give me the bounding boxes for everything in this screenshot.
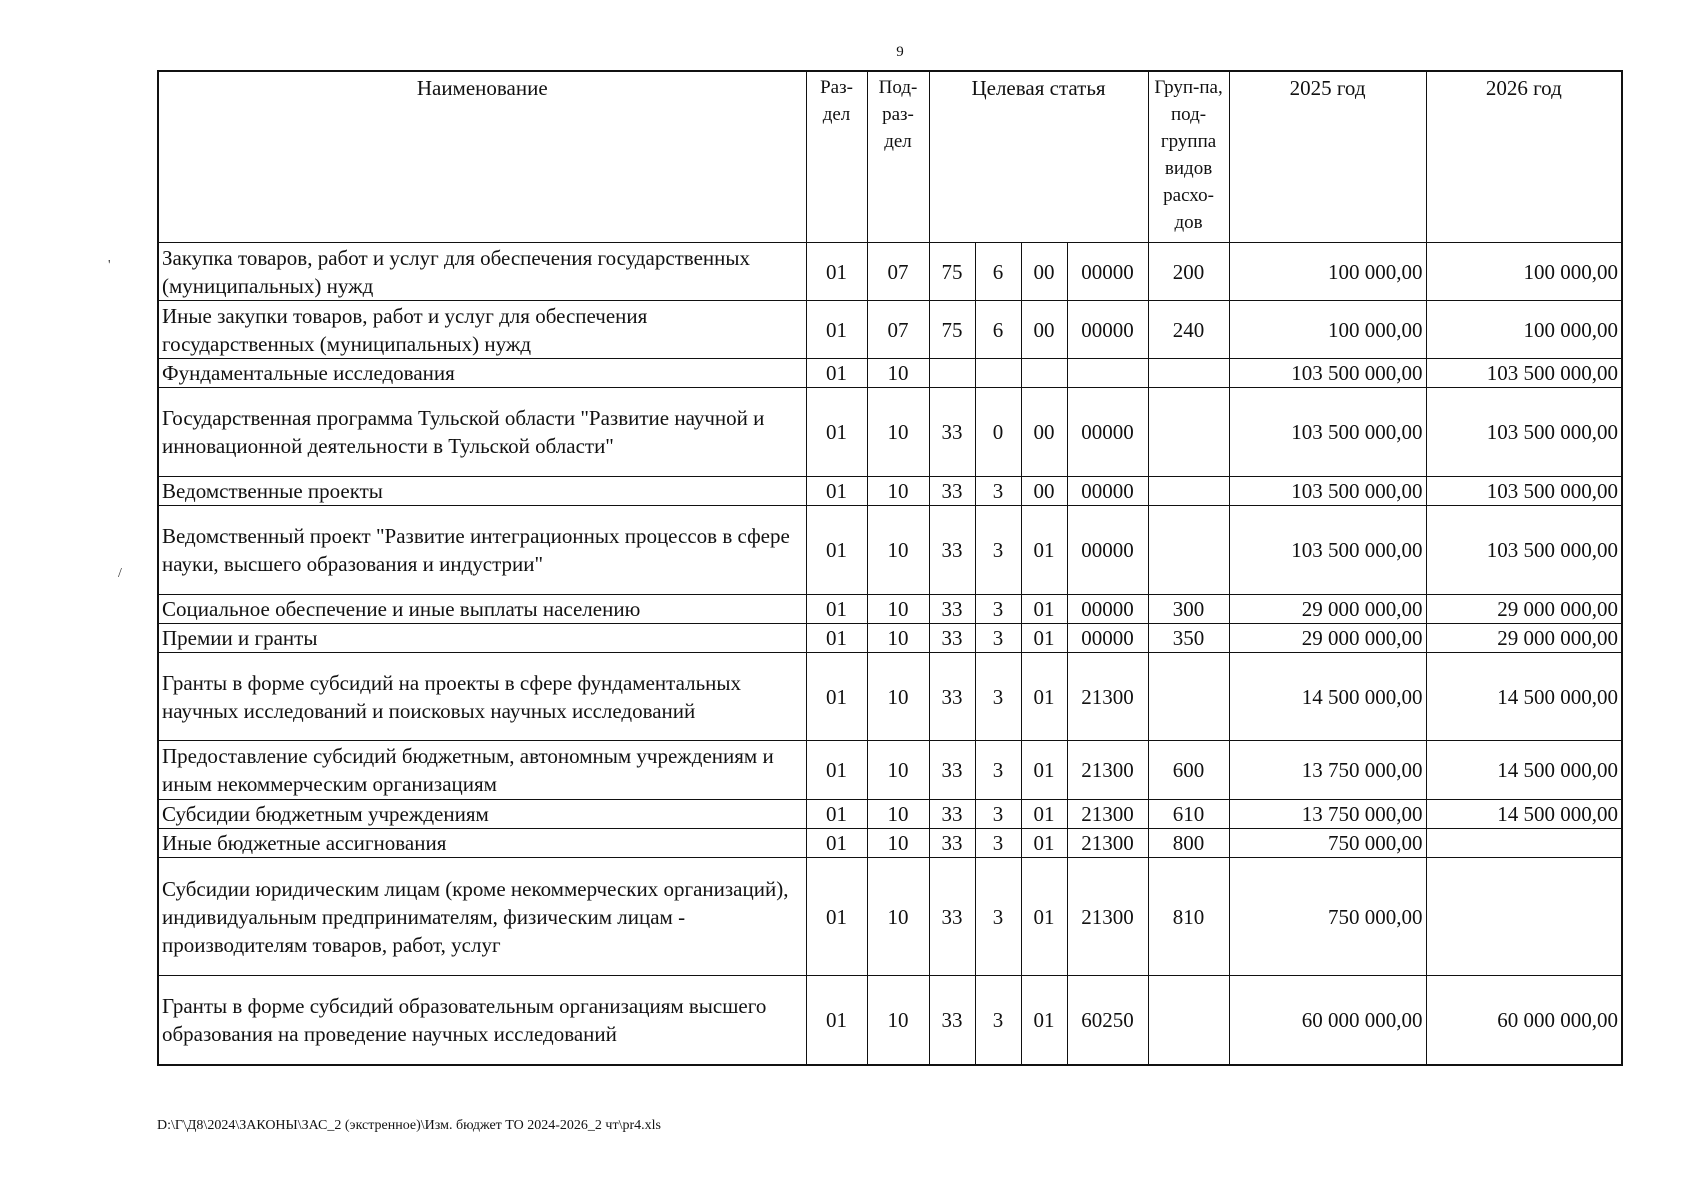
row-cs-direction: 00000	[1067, 595, 1148, 624]
row-name: Ведомственные проекты	[158, 477, 806, 506]
row-razdel: 01	[806, 477, 867, 506]
row-cs-direction: 00000	[1067, 506, 1148, 595]
row-cs-type: 3	[975, 976, 1021, 1065]
row-vid-rashodov	[1148, 359, 1229, 388]
row-amount-2026	[1426, 829, 1622, 858]
row-cs-element: 00	[1021, 243, 1067, 301]
row-cs-type	[975, 359, 1021, 388]
row-vid-rashodov: 350	[1148, 624, 1229, 653]
row-vid-rashodov	[1148, 506, 1229, 595]
row-name: Предоставление субсидий бюджетным, автономным учреждениям и иным некоммерческим организациям	[158, 741, 806, 800]
table-row	[158, 800, 1622, 829]
row-amount-2025: 100 000,00	[1229, 243, 1426, 301]
row-razdel: 01	[806, 506, 867, 595]
row-cs-direction: 00000	[1067, 624, 1148, 653]
header-razdel: Раз-дел	[806, 71, 867, 243]
row-cs-program: 75	[929, 243, 975, 301]
row-podrazdel: 10	[867, 624, 929, 653]
row-cs-element: 01	[1021, 595, 1067, 624]
row-amount-2025: 13 750 000,00	[1229, 741, 1426, 800]
row-cs-type: 3	[975, 741, 1021, 800]
row-podrazdel: 10	[867, 506, 929, 595]
row-podrazdel: 10	[867, 976, 929, 1065]
row-cs-element	[1021, 359, 1067, 388]
row-podrazdel: 10	[867, 858, 929, 976]
row-vid-rashodov: 810	[1148, 858, 1229, 976]
row-cs-direction: 00000	[1067, 243, 1148, 301]
row-amount-2026	[1426, 858, 1622, 976]
page-number: 9	[896, 44, 904, 60]
row-vid-rashodov	[1148, 477, 1229, 506]
row-cs-program: 33	[929, 477, 975, 506]
row-cs-program: 33	[929, 388, 975, 477]
row-cs-type: 3	[975, 624, 1021, 653]
row-cs-direction: 00000	[1067, 477, 1148, 506]
row-cs-type: 3	[975, 653, 1021, 741]
row-amount-2026: 29 000 000,00	[1426, 624, 1622, 653]
row-amount-2025: 100 000,00	[1229, 301, 1426, 359]
row-amount-2026: 103 500 000,00	[1426, 359, 1622, 388]
row-cs-direction: 21300	[1067, 829, 1148, 858]
row-podrazdel: 10	[867, 359, 929, 388]
row-podrazdel: 07	[867, 243, 929, 301]
row-cs-type: 6	[975, 243, 1021, 301]
table-row	[158, 388, 1622, 477]
row-amount-2026: 14 500 000,00	[1426, 653, 1622, 741]
row-name: Социальное обеспечение и иные выплаты населению	[158, 595, 806, 624]
row-razdel: 01	[806, 976, 867, 1065]
row-cs-type: 3	[975, 477, 1021, 506]
row-cs-element: 01	[1021, 800, 1067, 829]
row-cs-element: 01	[1021, 506, 1067, 595]
header-gruppa-vidov-rashodov: Груп-па, под-группа видов расхо-дов	[1148, 71, 1229, 243]
row-razdel: 01	[806, 653, 867, 741]
row-cs-element: 00	[1021, 388, 1067, 477]
row-cs-program: 33	[929, 506, 975, 595]
table-row	[158, 653, 1622, 741]
row-podrazdel: 10	[867, 829, 929, 858]
row-razdel: 01	[806, 829, 867, 858]
row-name: Субсидии бюджетным учреждениям	[158, 800, 806, 829]
row-vid-rashodov: 800	[1148, 829, 1229, 858]
row-razdel: 01	[806, 858, 867, 976]
row-amount-2025: 103 500 000,00	[1229, 359, 1426, 388]
row-podrazdel: 07	[867, 301, 929, 359]
margin-mark: /	[118, 566, 122, 581]
row-cs-type: 0	[975, 388, 1021, 477]
row-amount-2025: 29 000 000,00	[1229, 595, 1426, 624]
row-cs-element: 01	[1021, 829, 1067, 858]
row-cs-program: 33	[929, 624, 975, 653]
row-amount-2026: 103 500 000,00	[1426, 506, 1622, 595]
row-name: Государственная программа Тульской области "Развитие научной и инновационной деятельности в Тульской области"	[158, 388, 806, 477]
row-amount-2026: 103 500 000,00	[1426, 388, 1622, 477]
row-cs-direction: 21300	[1067, 800, 1148, 829]
row-vid-rashodov: 300	[1148, 595, 1229, 624]
row-cs-program: 33	[929, 800, 975, 829]
row-name: Ведомственный проект "Развитие интеграционных процессов в сфере науки, высшего образования и индустрии"	[158, 506, 806, 595]
row-vid-rashodov	[1148, 653, 1229, 741]
row-cs-direction: 21300	[1067, 858, 1148, 976]
header-year-2026: 2026 год	[1426, 71, 1622, 243]
row-amount-2026: 100 000,00	[1426, 243, 1622, 301]
row-name: Фундаментальные исследования	[158, 359, 806, 388]
row-amount-2025: 103 500 000,00	[1229, 477, 1426, 506]
row-cs-type: 3	[975, 858, 1021, 976]
table-row	[158, 359, 1622, 388]
row-amount-2025: 29 000 000,00	[1229, 624, 1426, 653]
row-cs-program: 75	[929, 301, 975, 359]
row-cs-program	[929, 359, 975, 388]
header-podrazdel: Под-раз-дел	[867, 71, 929, 243]
row-cs-direction: 21300	[1067, 741, 1148, 800]
row-name: Закупка товаров, работ и услуг для обеспечения государственных (муниципальных) нужд	[158, 243, 806, 301]
row-cs-direction: 00000	[1067, 388, 1148, 477]
row-amount-2025: 60 000 000,00	[1229, 976, 1426, 1065]
table-row	[158, 858, 1622, 976]
header-year-2025: 2025 год	[1229, 71, 1426, 243]
table-row	[158, 301, 1622, 359]
row-cs-type: 6	[975, 301, 1021, 359]
row-razdel: 01	[806, 243, 867, 301]
row-cs-program: 33	[929, 595, 975, 624]
row-cs-program: 33	[929, 829, 975, 858]
row-amount-2026: 103 500 000,00	[1426, 477, 1622, 506]
row-cs-direction	[1067, 359, 1148, 388]
row-vid-rashodov	[1148, 388, 1229, 477]
row-razdel: 01	[806, 359, 867, 388]
row-name: Иные закупки товаров, работ и услуг для обеспечения государственных (муниципальных) нужд	[158, 301, 806, 359]
row-name: Иные бюджетные ассигнования	[158, 829, 806, 858]
row-razdel: 01	[806, 388, 867, 477]
budget-table	[157, 70, 1623, 1066]
table-row	[158, 829, 1622, 858]
header-celevaya-statya: Целевая статья	[929, 71, 1148, 243]
row-cs-element: 01	[1021, 741, 1067, 800]
table-row	[158, 595, 1622, 624]
row-name: Гранты в форме субсидий на проекты в сфере фундаментальных научных исследований и поисковых научных исследований	[158, 653, 806, 741]
row-name: Премии и гранты	[158, 624, 806, 653]
row-cs-program: 33	[929, 653, 975, 741]
table-row	[158, 976, 1622, 1065]
row-vid-rashodov: 200	[1148, 243, 1229, 301]
row-cs-element: 00	[1021, 301, 1067, 359]
row-amount-2025: 103 500 000,00	[1229, 506, 1426, 595]
row-razdel: 01	[806, 800, 867, 829]
row-podrazdel: 10	[867, 595, 929, 624]
row-amount-2025: 14 500 000,00	[1229, 653, 1426, 741]
row-cs-type: 3	[975, 506, 1021, 595]
row-amount-2025: 13 750 000,00	[1229, 800, 1426, 829]
row-podrazdel: 10	[867, 477, 929, 506]
row-cs-type: 3	[975, 829, 1021, 858]
row-amount-2026: 14 500 000,00	[1426, 741, 1622, 800]
row-amount-2026: 60 000 000,00	[1426, 976, 1622, 1065]
row-name: Гранты в форме субсидий образовательным организациям высшего образования на проведение научных исследований	[158, 976, 806, 1065]
file-path-footer: D:\Г\Д8\2024\ЗАКОНЫ\ЗАС_2 (экстренное)\Изм. бюджет ТО 2024-2026_2 чт\pr4.xls	[157, 1118, 661, 1133]
row-podrazdel: 10	[867, 741, 929, 800]
row-amount-2026: 100 000,00	[1426, 301, 1622, 359]
row-vid-rashodov: 240	[1148, 301, 1229, 359]
row-cs-program: 33	[929, 741, 975, 800]
row-razdel: 01	[806, 741, 867, 800]
row-razdel: 01	[806, 624, 867, 653]
row-cs-element: 00	[1021, 477, 1067, 506]
row-podrazdel: 10	[867, 388, 929, 477]
table-row	[158, 477, 1622, 506]
row-amount-2026: 29 000 000,00	[1426, 595, 1622, 624]
table-row	[158, 243, 1622, 301]
row-razdel: 01	[806, 301, 867, 359]
row-vid-rashodov: 610	[1148, 800, 1229, 829]
row-cs-type: 3	[975, 595, 1021, 624]
row-amount-2025: 103 500 000,00	[1229, 388, 1426, 477]
row-cs-program: 33	[929, 976, 975, 1065]
row-podrazdel: 10	[867, 653, 929, 741]
row-cs-element: 01	[1021, 976, 1067, 1065]
row-cs-element: 01	[1021, 624, 1067, 653]
table-body	[158, 243, 1622, 1065]
row-amount-2025: 750 000,00	[1229, 829, 1426, 858]
row-cs-type: 3	[975, 800, 1021, 829]
row-name: Субсидии юридическим лицам (кроме некоммерческих организаций), индивидуальным предпринимателям, физическим лицам - производителям товаров, работ, услуг	[158, 858, 806, 976]
row-razdel: 01	[806, 595, 867, 624]
header-row	[158, 71, 1622, 243]
row-podrazdel: 10	[867, 800, 929, 829]
row-cs-element: 01	[1021, 858, 1067, 976]
row-amount-2026: 14 500 000,00	[1426, 800, 1622, 829]
table-row	[158, 506, 1622, 595]
row-cs-direction: 21300	[1067, 653, 1148, 741]
header-name: Наименование	[158, 71, 806, 243]
table-row	[158, 741, 1622, 800]
row-vid-rashodov: 600	[1148, 741, 1229, 800]
row-cs-element: 01	[1021, 653, 1067, 741]
margin-mark: '	[108, 258, 111, 273]
row-cs-direction: 00000	[1067, 301, 1148, 359]
table-row	[158, 624, 1622, 653]
row-vid-rashodov	[1148, 976, 1229, 1065]
row-amount-2025: 750 000,00	[1229, 858, 1426, 976]
row-cs-direction: 60250	[1067, 976, 1148, 1065]
row-cs-program: 33	[929, 858, 975, 976]
